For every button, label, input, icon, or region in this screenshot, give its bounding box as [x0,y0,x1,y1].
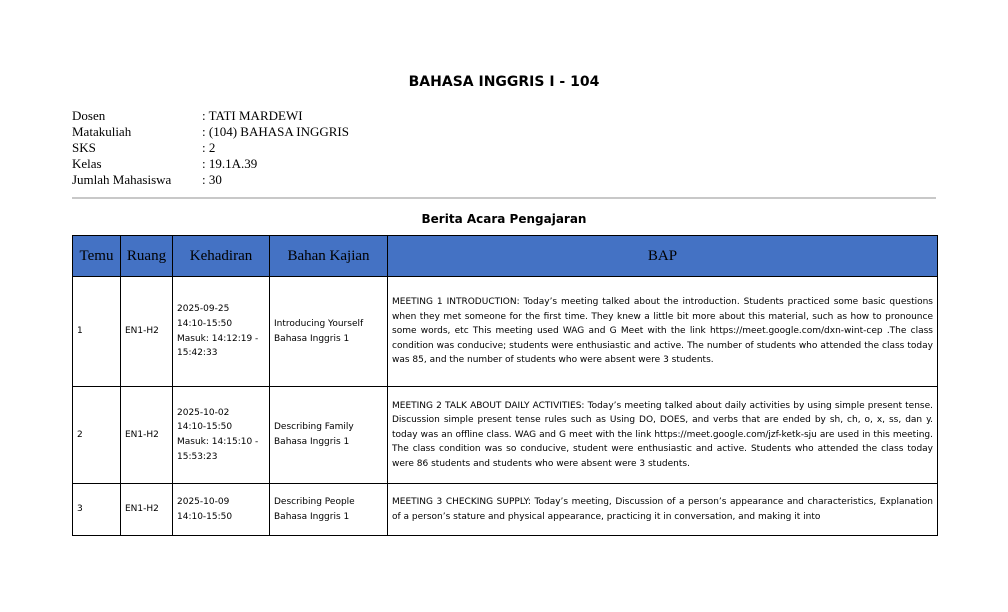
info-row-matakuliah [72,124,349,140]
table-header-row [73,236,938,277]
info-value: : 19.1A.39 [202,156,258,171]
kehadiran-line: 2025-10-09 [177,496,230,507]
cell-temu: 3 [73,484,121,536]
info-label: Matakuliah [72,124,132,139]
cell-bahan-kajian [270,484,388,536]
table-row [73,387,938,484]
info-label: Jumlah Mahasiswa [72,172,172,187]
bap-table [72,235,938,536]
bahan-line: Describing People [274,496,355,507]
table-row [73,484,938,536]
section-subtitle: Berita Acara Pengajaran [421,212,587,226]
divider [72,197,936,199]
kehadiran-line: 14:10-15:50 [177,422,233,433]
info-value: : (104) BAHASA INGGRIS [202,124,349,139]
info-row-dosen [72,108,349,124]
kehadiran-line: Masuk: 14:15:10 - [177,437,259,447]
bahan-line: Describing Family [274,422,354,433]
cell-kehadiran [173,484,270,536]
info-value: : TATI MARDEWI [202,108,303,123]
cell-ruang: EN1-H2 [121,277,173,387]
info-label: SKS [72,140,96,155]
cell-bap: MEETING 1 INTRODUCTION: Today’s meeting talked about the introduction. Students practiced some basic questions when they met someone for the first time. They knew a little bit more about this material, such as how to pronounce some words, etc This meeting used WAG and G Meet with the link https://meet.google.com/dxn-wint-cep .The class condition was conducive; students were enthusiastic and active. The number of students who attended the class today was 85, and the number of students who were absent were 3 students. [388,277,938,387]
cell-bap: MEETING 3 CHECKING SUPPLY: Today’s meeting, Discussion of a person’s appearance and characteristics, Explanation of a person’s stature and physical appearance, practicing it in conversation, and making it into [388,484,938,536]
info-label: Kelas [72,156,102,171]
info-label: Dosen [72,108,106,123]
cell-temu: 1 [73,277,121,387]
kehadiran-line: 2025-09-25 [177,304,230,315]
info-value: : 2 [202,140,216,155]
header-kehadiran: Kehadiran [173,236,270,277]
kehadiran-line: 2025-10-02 [177,407,230,418]
course-info [72,108,349,188]
header-bahan-kajian: Bahan Kajian [270,236,388,277]
cell-ruang: EN1-H2 [121,484,173,536]
info-row-kelas [72,156,349,172]
cell-ruang: EN1-H2 [121,387,173,484]
info-row-sks [72,140,349,156]
page-title: BAHASA INGGRIS I - 104 [408,74,600,90]
info-value: : 30 [202,172,222,187]
kehadiran-line: 14:10-15:50 [177,318,233,329]
info-row-jumlah-mahasiswa [72,172,349,188]
table-row [73,277,938,387]
cell-temu: 2 [73,387,121,484]
header-bap: BAP [388,236,938,277]
bahan-line: Introducing Yourself [274,318,364,329]
bahan-line: Bahasa Inggris 1 [274,333,350,344]
cell-bahan-kajian [270,387,388,484]
bahan-line: Bahasa Inggris 1 [274,437,350,447]
kehadiran-line: 15:53:23 [177,451,218,462]
header-temu: Temu [73,236,121,277]
kehadiran-line: 15:42:33 [177,348,218,359]
header-ruang: Ruang [121,236,173,277]
bahan-line: Bahasa Inggris 1 [274,511,350,522]
kehadiran-line: 14:10-15:50 [177,511,233,522]
cell-kehadiran [173,387,270,484]
kehadiran-line: Masuk: 14:12:19 - [177,333,259,344]
cell-bahan-kajian [270,277,388,387]
cell-bap: MEETING 2 TALK ABOUT DAILY ACTIVITIES: Today’s meeting talked about daily activities by using simple present tense. Discussion simple present tense rules such as Using DO, DOES, and verbs that are ended by sh, ch, o, x, ss, dan y. today was an offline class. WAG and G meet with the link https://meet.google.com/jzf-ketk-sju are used in this meeting. The class condition was so conducive, student were enthusiastic and active. Students who attended the class today were 86 students and students who were absent were 3 students. [388,387,938,484]
cell-kehadiran [173,277,270,387]
